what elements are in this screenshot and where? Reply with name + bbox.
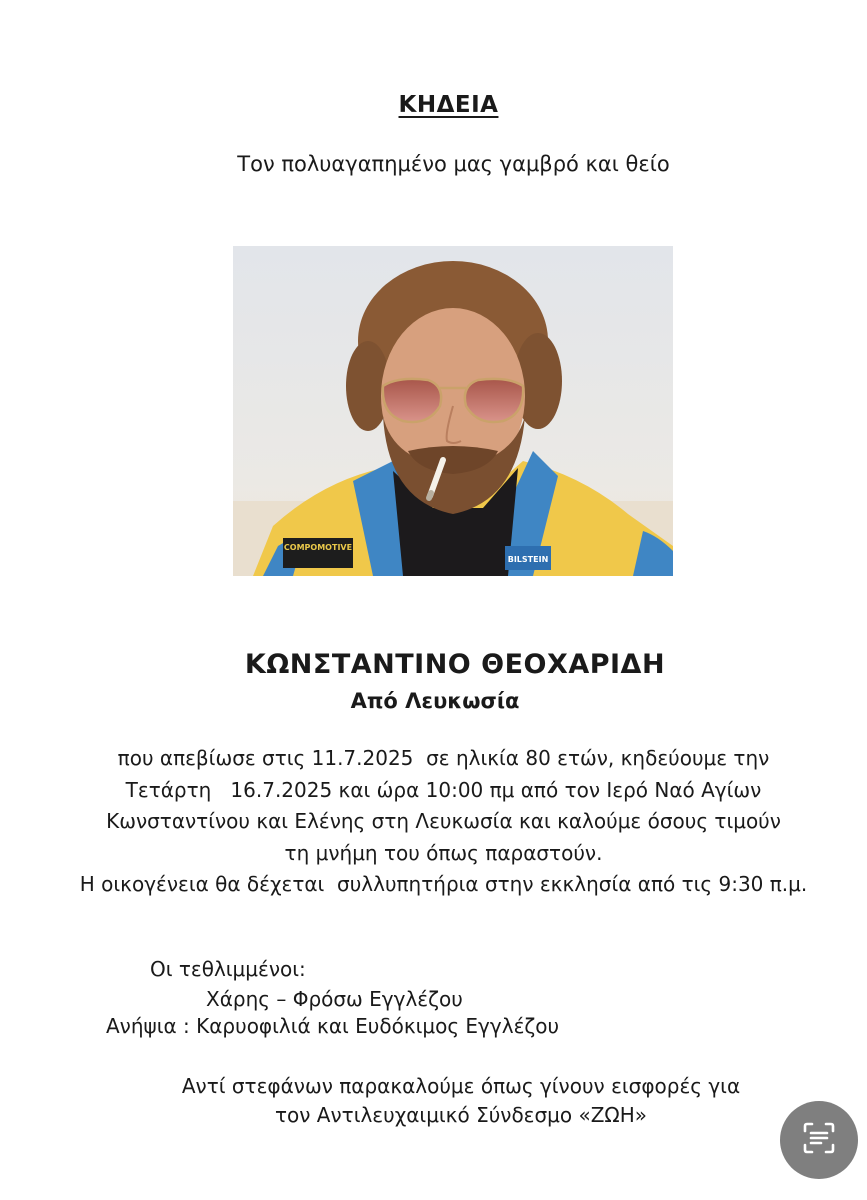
notice-title: ΚΗΔΕΙΑ bbox=[398, 92, 499, 118]
donation-request bbox=[0, 1072, 867, 1130]
deceased-origin: Από Λευκωσία bbox=[350, 689, 520, 713]
funeral-details-line: που απεβίωσε στις 11.7.2025 σε ηλικία 80 ετών, κηδεύουμε την bbox=[117, 746, 770, 770]
portrait-photo bbox=[233, 246, 673, 576]
funeral-details-line: Η οικογένεια θα δέχεται συλλυπητήρια στην εκκλησία από τις 9:30 π.μ. bbox=[79, 872, 808, 896]
mourner-line: Χάρης – Φρόσω Εγγλέζου bbox=[206, 987, 463, 1011]
scan-text-button[interactable] bbox=[780, 1101, 858, 1179]
deceased-name: ΚΩΝΣΤΑΝΤΙΝΟ ΘΕΟΧΑΡΙΔΗ bbox=[244, 649, 666, 680]
mourners-heading: Οι τεθλιμμένοι: bbox=[150, 957, 306, 981]
funeral-details-line: Κωνσταντίνου και Ελένης στη Λευκωσία και καλούμε όσους τιμούν bbox=[106, 809, 781, 833]
mourner-line: Ανήψια : Καρυοφιλιά και Ευδόκιμος Εγγλέζου bbox=[106, 1014, 560, 1038]
funeral-details-line: τη μνήμη του όπως παραστούν. bbox=[284, 840, 603, 865]
funeral-details-line: Τετάρτη 16.7.2025 και ώρα 10:00 πμ από τον Ιερό Ναό Αγίων bbox=[125, 777, 762, 802]
funeral-details bbox=[0, 743, 867, 901]
donation-line: Αντί στεφάνων παρακαλούμε όπως γίνουν εισφορές για bbox=[181, 1074, 741, 1098]
badge-compomotive: COMPOMOTIVE bbox=[283, 543, 353, 552]
notice-subtitle: Τον πολυαγαπημένο μας γαμβρό και θείο bbox=[237, 152, 670, 176]
scan-text-icon bbox=[799, 1118, 839, 1162]
badge-bilstein: BILSTEIN bbox=[507, 555, 549, 564]
donation-line: τον Αντιλευχαιμικό Σύνδεσμο «ΖΩΗ» bbox=[275, 1103, 647, 1127]
